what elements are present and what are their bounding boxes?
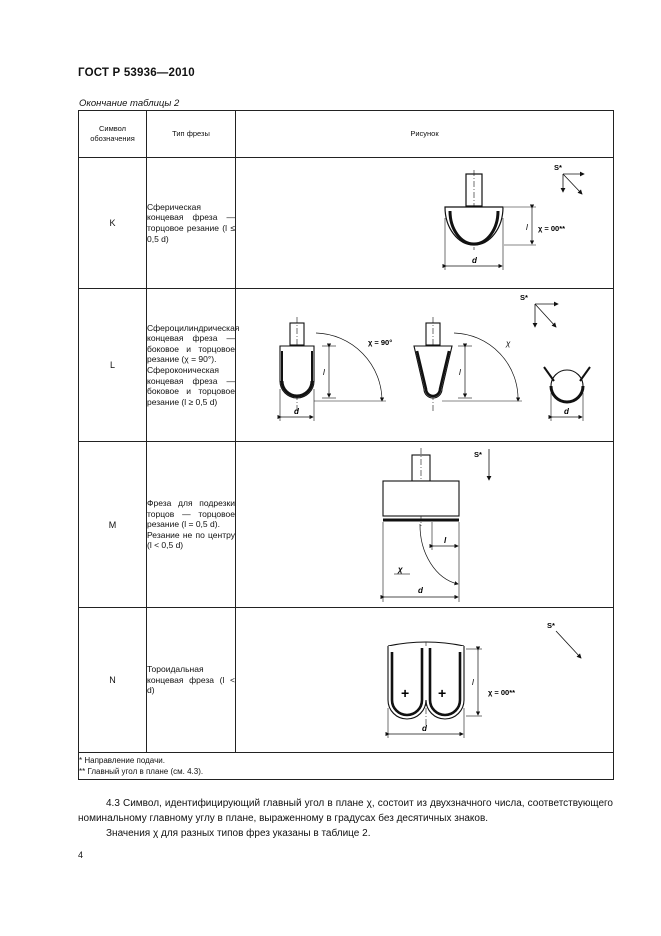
type-cell xyxy=(147,608,236,753)
type-description: Фреза для подрезки торцов — торцовое резание (l = 0,5 d). xyxy=(147,498,235,530)
symbol-cell: N xyxy=(79,608,147,753)
table-caption: Окончание таблицы 2 xyxy=(79,98,180,109)
figure-k-spherical-cutter xyxy=(236,158,614,288)
type-description: Резание не по центру (l < 0,5 d) xyxy=(147,529,235,551)
type-cell xyxy=(147,158,236,289)
document-header: ГОСТ Р 53936—2010 xyxy=(78,67,195,79)
diameter-label: d xyxy=(422,724,427,733)
height-label: l xyxy=(459,368,461,377)
table-row-k xyxy=(79,158,614,289)
feed-label: S* xyxy=(554,163,562,172)
note-feed-direction: * Направление подачи. xyxy=(79,756,165,765)
figure-cell xyxy=(236,442,614,608)
table-row-m xyxy=(79,442,614,608)
page-number: 4 xyxy=(78,850,84,860)
table-notes-row xyxy=(79,753,614,780)
feed-label: S* xyxy=(520,293,528,302)
figure-l-sphero-cutters xyxy=(236,289,614,441)
figure-m-facing-cutter xyxy=(236,442,614,607)
diameter-label: d xyxy=(418,586,423,595)
table-notes xyxy=(79,753,614,780)
table-row-n xyxy=(79,608,614,753)
figure-cell xyxy=(236,608,614,753)
type-cell xyxy=(147,289,240,442)
col-header-symbol: Символ обозначения xyxy=(79,111,147,158)
angle-label: χ = 00** xyxy=(538,224,566,233)
figure-cell xyxy=(236,289,614,442)
symbol-cell: K xyxy=(79,158,147,289)
note-main-angle: ** Главный угол в плане (см. 4.3). xyxy=(79,767,204,776)
height-label: l xyxy=(472,678,474,687)
symbol-cell: L xyxy=(79,289,147,442)
angle-label-cone: χ xyxy=(506,339,511,348)
plus-marker: + xyxy=(438,685,447,701)
figure-n-toroidal-cutter xyxy=(236,608,614,752)
col-header-figure: Рисунок xyxy=(236,111,614,158)
type-cell xyxy=(147,442,236,608)
height-label: l xyxy=(526,223,528,232)
angle-label-cylinder: χ = 90° xyxy=(368,338,393,347)
table-row-l xyxy=(79,289,614,442)
diameter-label: d xyxy=(472,256,477,265)
type-description: Тороидальная концевая фреза (l < d) xyxy=(147,664,235,696)
body-text xyxy=(78,796,613,841)
type-description: Сфероконическая концевая фреза — боковое и торцовое резание (l ≥ 0,5 d) xyxy=(147,365,235,407)
angle-label: χ = 00** xyxy=(488,688,516,697)
diameter-label: d xyxy=(564,407,569,416)
angle-label: χ xyxy=(398,565,403,574)
type-description: Сферическая концевая фреза — торцовое резание (l ≤ 0,5 d) xyxy=(147,201,235,244)
col-header-type: Тип фрезы xyxy=(147,111,236,158)
height-label: l xyxy=(444,536,447,545)
type-description: Сфероцилиндрическая концевая фреза — боковое и торцовое резание (χ = 90°). xyxy=(147,322,240,365)
feed-label: S* xyxy=(547,621,555,630)
plus-marker: + xyxy=(401,685,410,701)
cutter-types-table xyxy=(78,110,614,780)
feed-label: S* xyxy=(474,450,482,459)
table-header-row xyxy=(79,111,614,158)
paragraph-4-3: 4.3 Символ, идентифицирующий главный угол в плане χ, состоит из двухзначного числа, соответствующего номинальному главному углу в плане, выраженному в градусах без десятичных знаков. xyxy=(78,798,613,824)
symbol-cell: M xyxy=(79,442,147,608)
paragraph-values: Значения χ для разных типов фрез указаны в таблице 2. xyxy=(106,828,371,839)
figure-cell xyxy=(236,158,614,289)
height-label: l xyxy=(323,368,325,377)
diameter-label: d xyxy=(294,407,299,416)
